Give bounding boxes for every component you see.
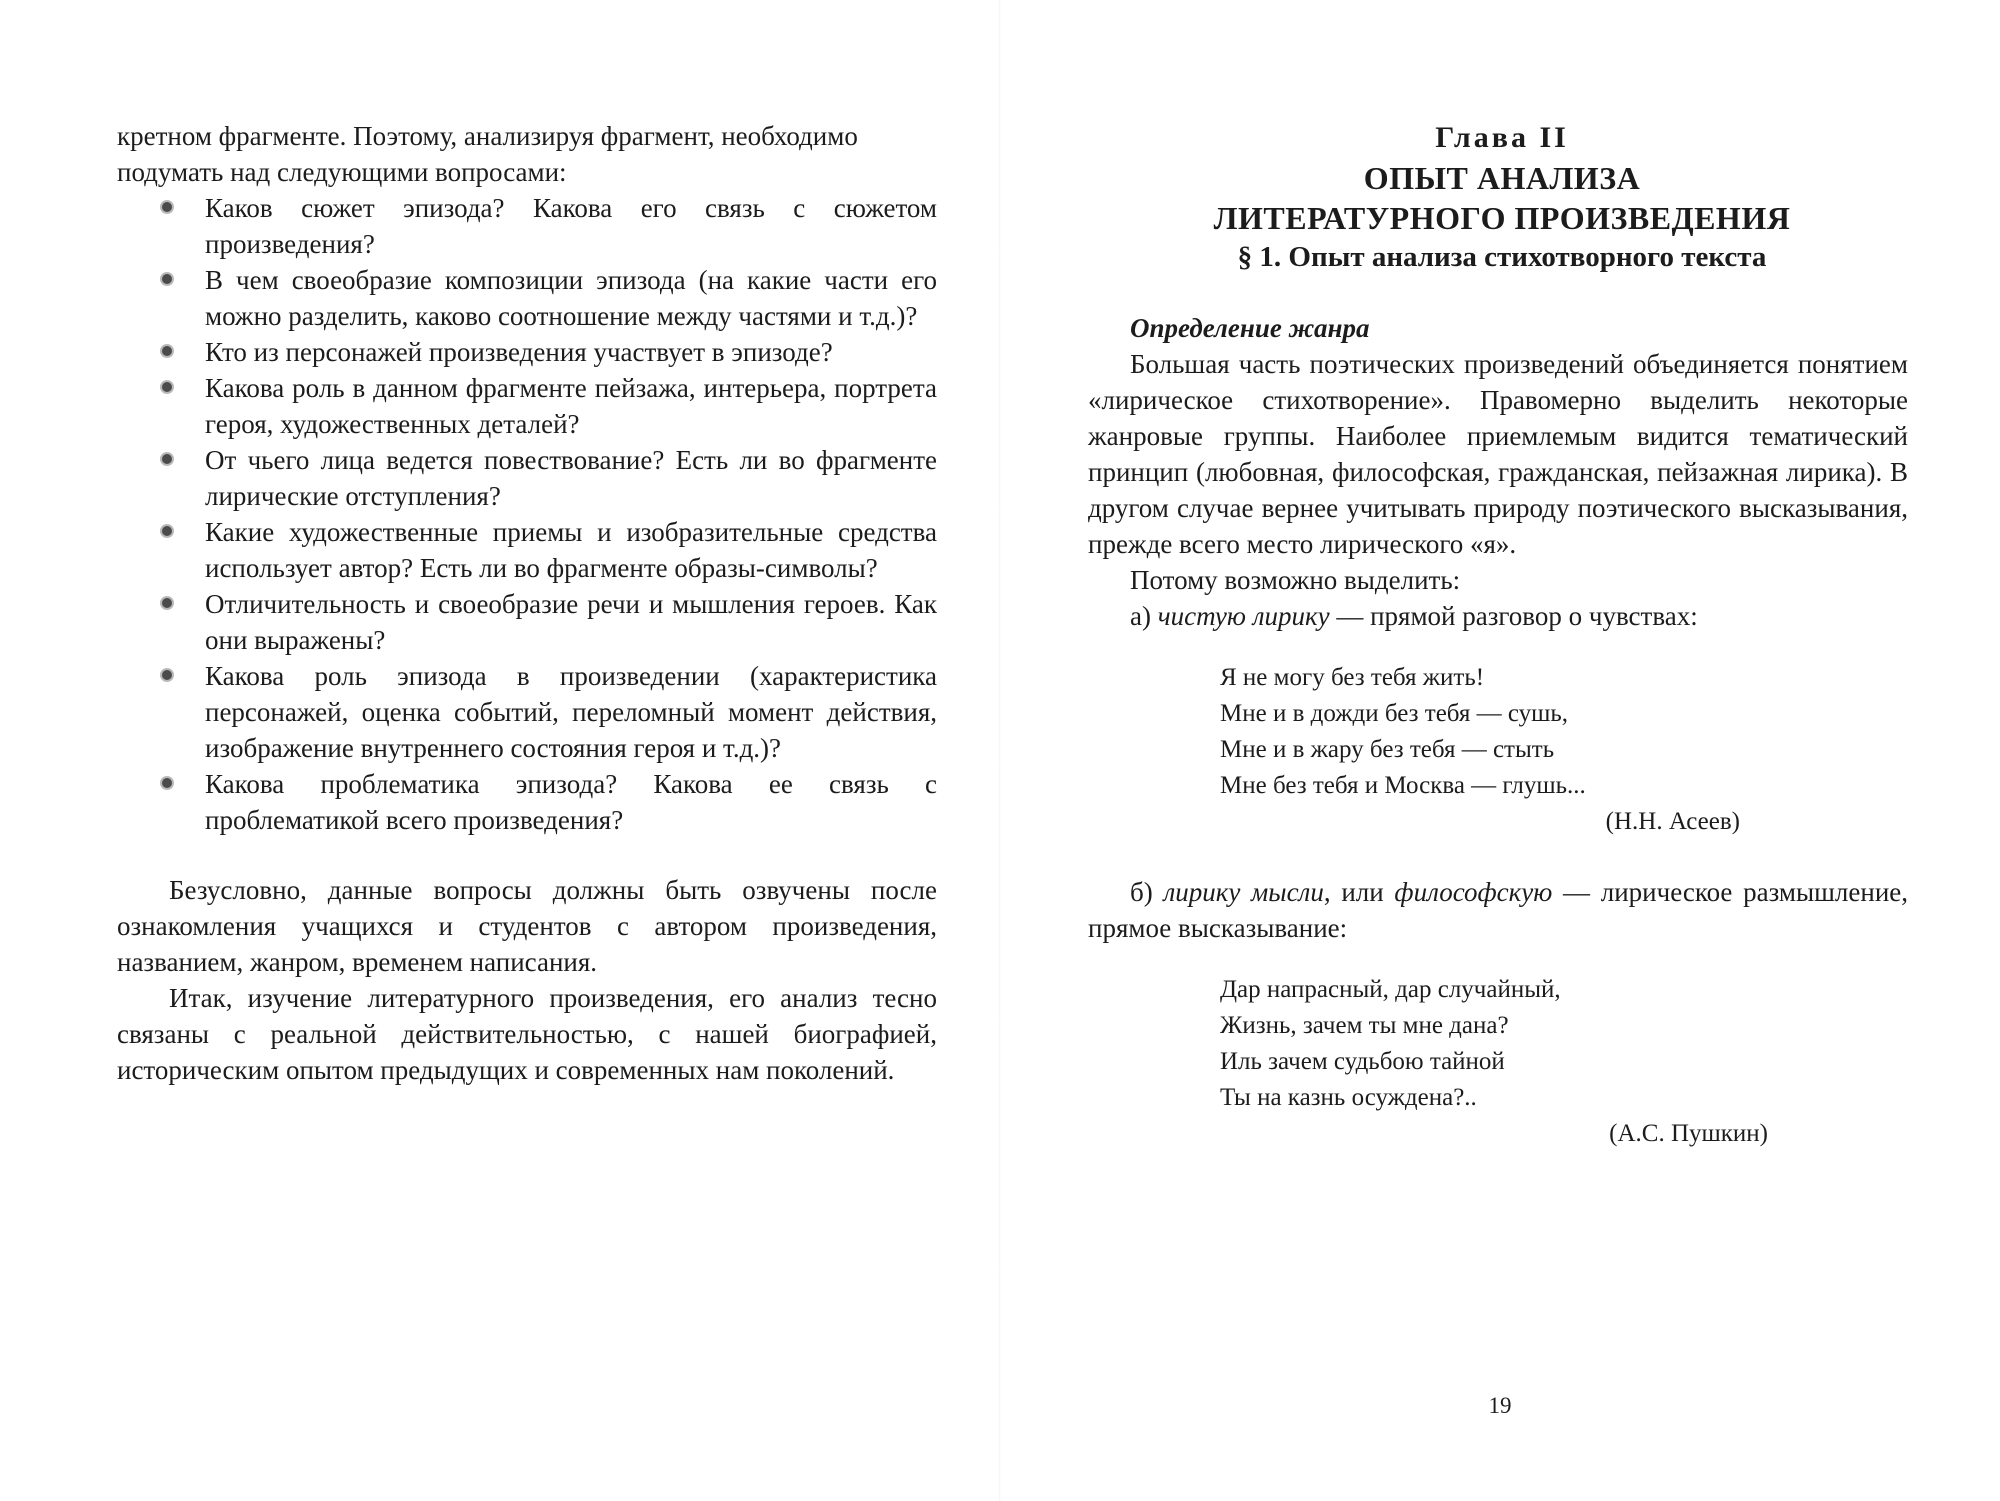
bullet-icon [162, 598, 172, 608]
intro-line-2: подумать над следующими вопросами: [117, 157, 567, 187]
bullet-icon [162, 778, 172, 788]
bullet-icon [162, 670, 172, 680]
bullet-icon [162, 346, 172, 356]
list-item: Каков сюжет эпизода? Какова его связь с сюжетом произведения? [117, 190, 937, 262]
poem-line: Я не могу без тебя жить! [1220, 664, 1485, 691]
right-page [1000, 0, 2000, 1501]
list-item: От чьего лица ведется повествование? Есть ли во фрагменте лирические отступления? [117, 442, 937, 514]
poem-line: Мне без тебя и Москва — глушь... [1220, 772, 1586, 799]
bullet-icon [162, 526, 172, 536]
poem-line: Иль зачем судьбою тайной [1220, 1048, 1505, 1075]
chapter-label: Глава II [1435, 121, 1569, 154]
poem-author-aseev: (Н.Н. Асеев) [1605, 808, 1740, 835]
poem-line: Жизнь, зачем ты мне дана? [1220, 1012, 1509, 1039]
list-item: Какова проблематика эпизода? Какова ее связь с проблематикой всего произведения? [117, 766, 937, 838]
bullet-icon [162, 454, 172, 464]
item-philosophic-lyric: б) лирику мысли, или философскую — лирическое размышление, прямое высказывание: [1088, 877, 1909, 943]
subheading-genre: Определение жанра [1130, 313, 1370, 343]
paragraph-genre: Большая часть поэтических произведений объединяется понятием «лирическое стихотворение». Правомерно выделить некоторые жанровые группы. Наиболее приемлемым видится тематический принцип (любовная, философская, гражданская, пейзажная лирика). В другом случае вернее учитывать природу поэтического высказывания, прежде всего место лирического «я». [1088, 349, 1908, 559]
bullet-icon [162, 382, 172, 392]
list-item: Какие художественные приемы и изобразительные средства использует автор? Есть ли во фрагменте образы-символы? [117, 514, 937, 586]
list-item: Отличительность и своеобразие речи и мышления героев. Как они выражены? [117, 586, 937, 658]
paragraph-conclusion: Итак, изучение литературного произведения, его анализ тесно связаны с реальной действительностью, с нашей биографией, историческим опытом предыдущих и современных нам поколений. [117, 983, 937, 1085]
right-page-text [1088, 118, 1908, 1152]
poem-line: Ты на казнь осуждена?.. [1220, 1084, 1477, 1111]
paragraph-questions-note: Безусловно, данные вопросы должны быть озвучены после ознакомления учащихся и студентов с автором произведения, названием, жанром, временем написания. [117, 875, 937, 977]
section-title: § 1. Опыт анализа стихотворного текста [1237, 241, 1767, 273]
list-item: В чем своеобразие композиции эпизода (на какие части его можно разделить, каково соотношение между частями и т.д.)? [117, 262, 937, 334]
intro-line-1: кретном фрагменте. Поэтому, анализируя фрагмент, необходимо [117, 121, 858, 151]
bullet-icon [162, 202, 172, 212]
list-item: Кто из персонажей произведения участвует в эпизоде? [117, 334, 937, 370]
paragraph-gap [1088, 840, 1908, 874]
bullet-icon [162, 274, 172, 284]
paragraph-possible: Потому возможно выделить: [1130, 565, 1461, 595]
poem-line: Дар напрасный, дар случайный, [1220, 976, 1561, 1003]
item-pure-lyric: а) чистую лирику — прямой разговор о чувствах: [1130, 601, 1698, 631]
poem-line: Мне и в дожди без тебя — сушь, [1220, 700, 1569, 727]
page-number: 19 [1488, 1393, 1512, 1418]
list-item: Какова роль в данном фрагменте пейзажа, интерьера, портрета героя, художественных деталей? [117, 370, 937, 442]
poem-line: Мне и в жару без тебя — стыть [1220, 736, 1555, 763]
poem-pushkin [1220, 972, 1908, 1116]
question-list [117, 190, 937, 838]
paragraph-gap [117, 838, 937, 872]
left-page-text [117, 118, 937, 1088]
poem-aseev [1220, 660, 1908, 804]
chapter-title: ОПЫТ АНАЛИЗА ЛИТЕРАТУРНОГО ПРОИЗВЕДЕНИЯ [1213, 160, 1791, 236]
list-item: Какова роль эпизода в произведении (характеристика персонажей, оценка событий, переломный момент действия, изображение внутреннего состояния героя и т.д.)? [117, 658, 937, 766]
poem-author-pushkin: (А.С. Пушкин) [1609, 1120, 1768, 1147]
